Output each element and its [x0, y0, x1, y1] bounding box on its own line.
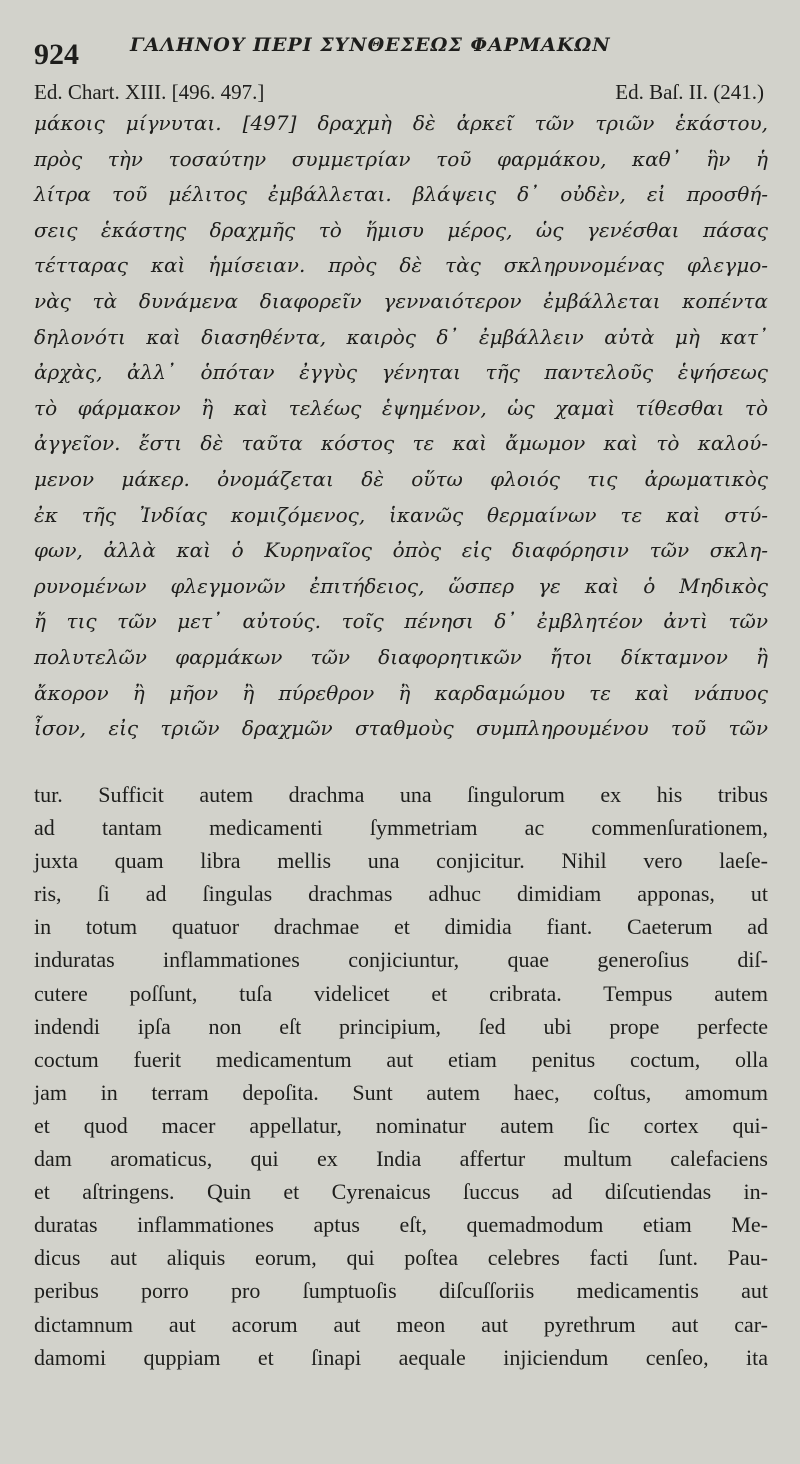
latin-text-line: ris, ſi ad ſingulas drachmas adhuc dimidiam apponas, ut	[34, 881, 768, 907]
latin-text-line: dictamnum aut acorum aut meon aut pyrethrum aut car-	[34, 1311, 768, 1337]
latin-text-line: coctum fuerit medicamentum aut etiam penitus coctum, olla	[34, 1046, 768, 1072]
greek-text-line: πολυτελῶν φαρμάκων τῶν διαφορητικῶν ἤτοι δίκταμνον ἢ	[34, 644, 768, 669]
page-header	[34, 30, 774, 70]
greek-text-line: ρυνομένων φλεγμονῶν ἐπιτήδειος, ὥσπερ γε καὶ ὁ Μηδικὸς	[34, 573, 768, 598]
greek-text-line: ἤ τις τῶν μετ᾽ αὐτούς. τοῖς πένησι δ᾽ ἐμβλητέον ἀντὶ τῶν	[34, 609, 768, 634]
latin-text-line: damomi quppiam et ſinapi aequale injiciendum cenſeo, ita	[34, 1344, 768, 1370]
latin-text-line: ad tantam medicamenti ſymmetriam ac commenſurationem,	[34, 815, 768, 841]
greek-text-line: τὸ φάρμακον ἢ καὶ τελέως ἑψημένον, ὡς χαμαὶ τίθεσθαι τὸ	[34, 395, 768, 420]
latin-text-line: dicus aut aliquis eorum, qui poſtea celebres facti ſunt. Pau-	[34, 1245, 768, 1271]
greek-text-line: τέτταρας καὶ ἡμίσειαν. πρὸς δὲ τὰς σκληρυνομένας φλεγμο-	[34, 253, 768, 278]
greek-text-line: ἶσον, εἰς τριῶν δραχμῶν σταθμοὺς συμπληρουμένου τοῦ τῶν	[34, 716, 768, 741]
latin-text-line: jam in terram depoſita. Sunt autem haec, coſtus, amomum	[34, 1079, 768, 1105]
greek-text-line: νὰς τὰ δυνάμενα διαφορεῖν γενναιότερον ἐμβάλλεται κοπέντα	[34, 288, 768, 313]
running-title: ΓΑΛΗΝΟΥ ΠΕΡΙ ΣΥΝΘΕΣΕΩΣ ΦΑΡΜΑΚΩΝ	[130, 34, 611, 56]
latin-text-line: cutere poſſunt, tuſa videlicet et cribrata. Tempus autem	[34, 980, 768, 1006]
greek-text-line: σεις ἑκάστης δραχμῆς τὸ ἥμισυ μέρος, ὡς γενέσθαι πάσας	[34, 217, 768, 242]
latin-text-line: dam aromaticus, qui ex India affertur multum calefaciens	[34, 1146, 768, 1172]
greek-text-line: ἀρχὰς, ἀλλ᾽ ὁπόταν ἐγγὺς γένηται τῆς παντελοῦς ἑψήσεως	[34, 360, 768, 385]
latin-text-block	[34, 778, 768, 1374]
latin-text-line: induratas inflammationes conjiciuntur, quae generoſius diſ-	[34, 947, 768, 973]
greek-text-block	[34, 106, 768, 747]
latin-text-line: peribus porro pro ſumptuoſis diſcuſſoriis medicamentis aut	[34, 1278, 768, 1304]
edition-chartier: Ed. Chart. XIII. [496. 497.]	[34, 80, 265, 104]
greek-text-line: δηλονότι καὶ διασηθέντα, καιρὸς δ᾽ ἐμβάλλειν αὐτὰ μὴ κατ᾽	[34, 324, 768, 349]
latin-text-line: duratas inflammationes aptus eſt, quemadmodum etiam Me-	[34, 1212, 768, 1238]
edition-basel: Ed. Baſ. II. (241.)	[615, 80, 764, 104]
latin-text-line: in totum quatuor drachmae et dimidia fiant. Caeterum ad	[34, 914, 768, 940]
greek-text-line: ἄκορον ἢ μῆον ἢ πύρεθρον ἢ καρδαμώμου τε καὶ νάπυος	[34, 680, 768, 705]
greek-text-line: μενον μάκερ. ὀνομάζεται δὲ οὕτω φλοιός τις ἀρωματικὸς	[34, 466, 768, 491]
greek-text-line: φων, ἀλλὰ καὶ ὁ Κυρηναῖος ὀπὸς εἰς διαφόρησιν τῶν σκλη-	[34, 538, 768, 563]
latin-text-line: juxta quam libra mellis una conjicitur. Nihil vero laeſe-	[34, 848, 768, 874]
greek-text-line: ἀγγεῖον. ἔστι δὲ ταῦτα κόστος τε καὶ ἄμωμον καὶ τὸ καλού-	[34, 431, 768, 456]
greek-text-line: μάκοις μίγνυται. [497] δραχμὴ δὲ ἀρκεῖ τῶν τριῶν ἑκάστου,	[34, 111, 768, 135]
greek-text-line: πρὸς τὴν τοσαύτην συμμετρίαν τοῦ φαρμάκου, καθ᾽ ἣν ἡ	[34, 146, 768, 171]
greek-text-line: λίτρα τοῦ μέλιτος ἐμβάλλεται. βλάψεις δ᾽ οὐδὲν, εἰ προσθή-	[34, 182, 768, 207]
latin-text-line: indendi ipſa non eſt principium, ſed ubi prope perfecte	[34, 1013, 768, 1039]
edition-references	[34, 80, 764, 108]
latin-text-line: et aſtringens. Quin et Cyrenaicus ſuccus ad diſcutiendas in-	[34, 1179, 768, 1205]
page-number: 924	[34, 38, 79, 71]
latin-text-line: et quod macer appellatur, nominatur autem ſic cortex qui-	[34, 1112, 768, 1138]
latin-text-line: tur. Sufficit autem drachma una ſingulorum ex his tribus	[34, 782, 768, 807]
greek-text-line: ἐκ τῆς Ἰνδίας κομιζόμενος, ἱκανῶς θερμαίνων τε καὶ στύ-	[34, 502, 768, 527]
